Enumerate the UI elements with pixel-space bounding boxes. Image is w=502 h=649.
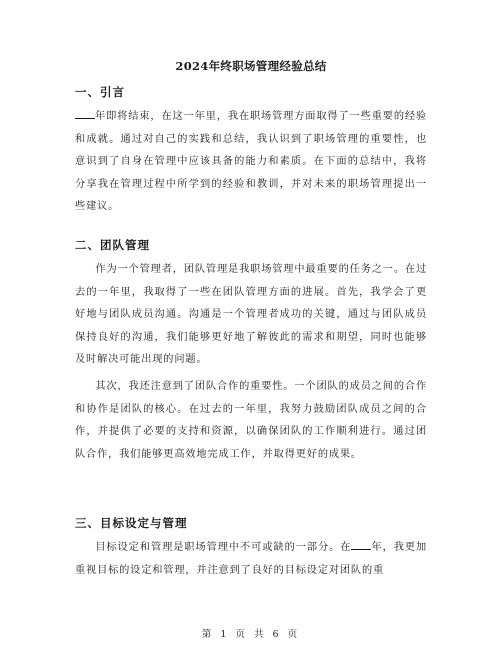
paragraph-text-after-blank: 年，我更加重视目标的设定和管理，并注意到了良好的目标设定对团队的重 [75, 542, 427, 576]
paragraph-text: 年即将结束，在这一年里，我在职场管理方面取得了一些重要的经验和成就。通过对自己的实践和总结，我认识到了职场管理的重要性，也意识到了自身在管理中应该具备的能力和素质。在下面的总结中，我将分享我在管理过程中所学到的经验和教训，并对未来的职场管理提出一些建议。 [75, 111, 427, 212]
paragraph-goal-setting [75, 537, 427, 582]
paragraph-introduction [75, 106, 427, 219]
section-heading-goal-management: 三、目标设定与管理 [75, 516, 188, 530]
paragraph-team-communication: 作为一个管理者，团队管理是我职场管理中最重要的任务之一。在过去的一年里，我取得了一些在团队管理方面的进展。首先，我学会了更好地与团队成员沟通。沟通是一个管理者成功的关键，通过与团队成员保持良好的沟通，我们能够更好地了解彼此的需求和期望，同时也能够及时解决可能出现的问题。 [75, 264, 427, 365]
document-title: 2024年终职场管理经验总结 [175, 59, 327, 73]
paragraph-team-collaboration: 其次，我还注意到了团队合作的重要性。一个团队的成员之间的合作和协作是团队的核心。在过去的一年里，我努力鼓励团队成员之间的合作，并提供了必要的支持和资源，以确保团队的工作顺利进行。通过团队合作，我们能够更高效地完成工作，并取得更好的成果。 [75, 381, 427, 460]
section-heading-introduction: 一、引言 [75, 85, 125, 99]
paragraph-text-before-blank: 目标设定和管理是职场管理中不可或缺的一部分。在 [95, 542, 352, 553]
fill-in-blank [351, 539, 371, 550]
page-footer: 第 1 页 共 6 页 [201, 629, 301, 640]
section-heading-team-management: 二、团队管理 [75, 238, 150, 252]
fill-in-blank [75, 108, 95, 119]
